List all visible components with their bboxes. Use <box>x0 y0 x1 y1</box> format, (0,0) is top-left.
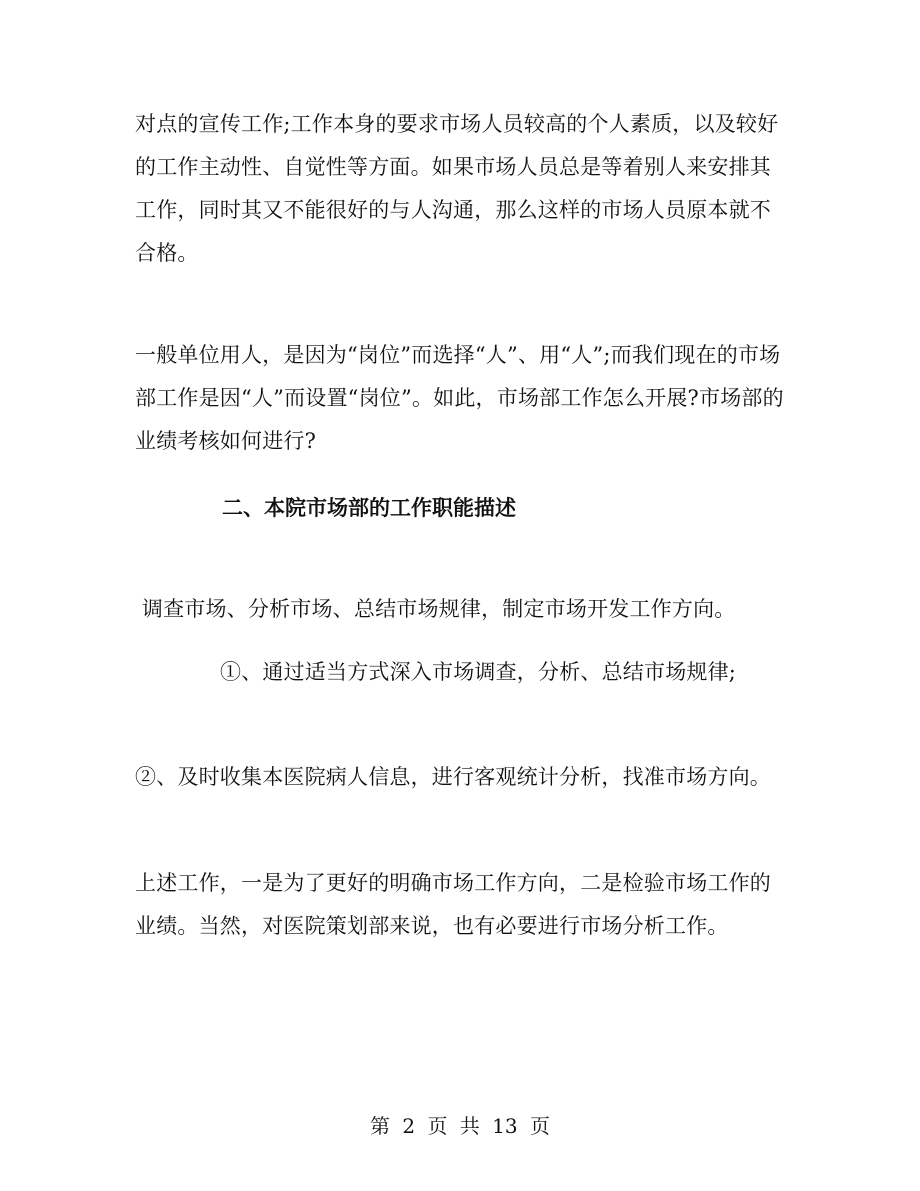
paragraph-2: 一般单位用人，是因为“岗位”而选择“人”、用“人”;而我们现在的市场部工作是因“人”而设置“岗位”。如此，市场部工作怎么开展?市场部的业绩考核如何进行? <box>135 343 784 453</box>
page-number-footer: 第 2 页 共 13 页 <box>370 1114 550 1138</box>
section-heading: 二、本院市场部的工作职能描述 <box>222 495 516 520</box>
paragraph-1: 对点的宣传工作;工作本身的要求市场人员较高的个人素质，以及较好的工作主动性、自觉性等方面。如果市场人员总是等着别人来安排其工作，同时其又不能很好的与人沟通，那么这样的市场人员原本就不合格。 <box>135 112 779 265</box>
item-intro: 调查市场、分析市场、总结市场规律，制定市场开发工作方向。 <box>135 597 736 621</box>
list-item-2: ②、及时收集本医院病人信息，进行客观统计分析，找准市场方向。 <box>135 765 771 789</box>
closing-paragraph: 上述工作，一是为了更好的明确市场工作方向，二是检验市场工作的业绩。当然，对医院策划部来说，也有必要进行市场分析工作。 <box>135 871 771 938</box>
list-item-1: ①、通过适当方式深入市场调查，分析、总结市场规律; <box>220 660 737 684</box>
